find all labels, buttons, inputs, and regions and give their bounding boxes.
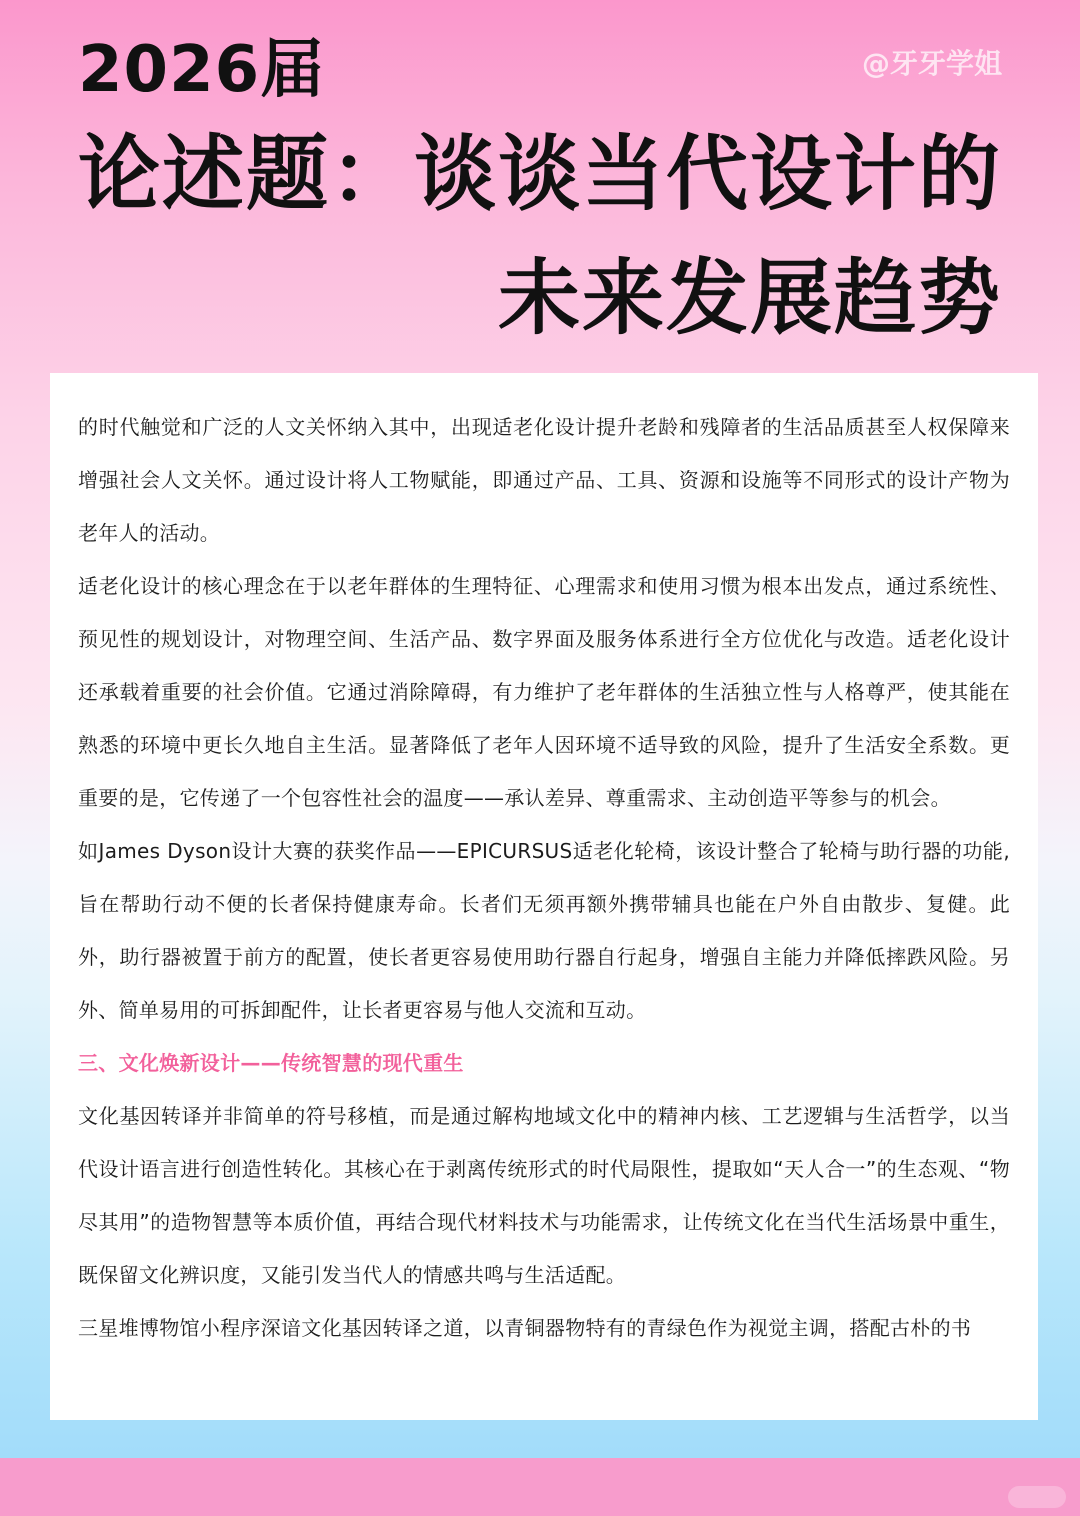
page-title-line-1: 论述题：谈谈当代设计的 (78, 127, 1003, 222)
paragraph-dyson-example: 如James Dyson设计大赛的获奖作品——EPICURSUS适老化轮椅，该设计整合了轮椅与助行器的功能,旨在帮助行动不便的长者保持健康寿命。长者们无须再额外携带辅具也能在户外自由散步、复健。此外，助行器被置于前方的配置，使长者更容易使用助行器自行起身，增强自主能力并降低摔跌风险。另外、简单易用的可拆卸配件，让长者更容易与他人交流和互动。 (78, 839, 1010, 1022)
paragraph-culture-translation: 文化基因转译并非简单的符号移植，而是通过解构地域文化中的精神内核、工艺逻辑与生活哲学，以当代设计语言进行创造性转化。其核心在于剥离传统形式的时代局限性，提取如“天人合一”的生态观、“物尽其用”的造物智慧等本质价值，再结合现代材料技术与功能需求，让传统文化在当代生活场景中重生，既保留文化辨识度，又能引发当代人的情感共鸣与生活适配。 (78, 1104, 1010, 1287)
paragraph-elderly-design-concept: 适老化设计的核心理念在于以老年群体的生理特征、心理需求和使用习惯为根本出发点，通过系统性、预见性的规划设计，对物理空间、生活产品、数字界面及服务体系进行全方位优化与改造。适老化设计还承载着重要的社会价值。它通过消除障碍，有力维护了老年群体的生活独立性与人格尊严，使其能在熟悉的环境中更长久地自主生活。显著降低了老年人因环境不适导致的风险，提升了生活安全系数。更重要的是，它传递了一个包容性社会的温度——承认差异、尊重需求、主动创造平等参与的机会。 (78, 574, 1010, 810)
author-watermark: @牙牙学姐 (861, 47, 1002, 80)
bottom-band (0, 1458, 1080, 1516)
paragraph-elderly-care-intro: 的时代触觉和广泛的人文关怀纳入其中，出现适老化设计提升老龄和残障者的生活品质甚至人权保障来增强社会人文关怀。通过设计将人工物赋能，即通过产品、工具、资源和设施等不同形式的设计产物为老年人的活动。 (78, 415, 1010, 545)
content-card (50, 373, 1038, 1420)
page-title-line-2: 未来发展趋势 (497, 251, 1002, 346)
paragraph-sanxingdui-example: 三星堆博物馆小程序深谙文化基因转译之道，以青铜器物特有的青绿色作为视觉主调，搭配古朴的书 (78, 1316, 972, 1340)
corner-watermark-badge (1008, 1486, 1066, 1508)
year-label: 2026届 (78, 33, 326, 107)
section-heading-culture: 三、文化焕新设计——传统智慧的现代重生 (78, 1051, 464, 1075)
